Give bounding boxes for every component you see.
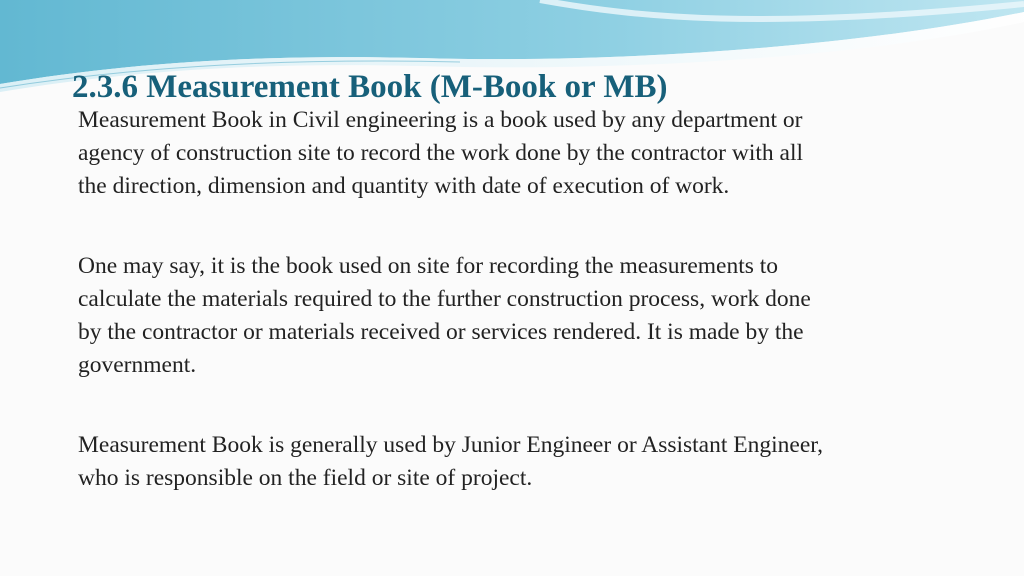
text-line: One may say, it is the book used on site for recording the measurements to	[78, 253, 779, 279]
text-line: Measurement Book is generally used by Junior Engineer or Assistant Engineer,	[78, 432, 824, 458]
text-line: by the contractor or materials received or services rendered. It is made by the	[78, 319, 804, 345]
paragraph-users	[78, 429, 978, 495]
paragraph-definition	[78, 104, 978, 203]
paragraph-usage	[78, 250, 978, 382]
text-line: who is responsible on the field or site of project.	[78, 465, 533, 491]
text-line: agency of construction site to record the work done by the contractor with all	[78, 140, 804, 166]
text-line: the direction, dimension and quantity with date of execution of work.	[78, 173, 730, 199]
slide-title: 2.3.6 Measurement Book (M-Book or MB)	[72, 69, 668, 105]
text-line: Measurement Book in Civil engineering is a book used by any department or	[78, 107, 803, 133]
slide-body	[78, 104, 978, 495]
text-line: government.	[78, 352, 197, 378]
text-line: calculate the materials required to the further construction process, work done	[78, 286, 811, 312]
